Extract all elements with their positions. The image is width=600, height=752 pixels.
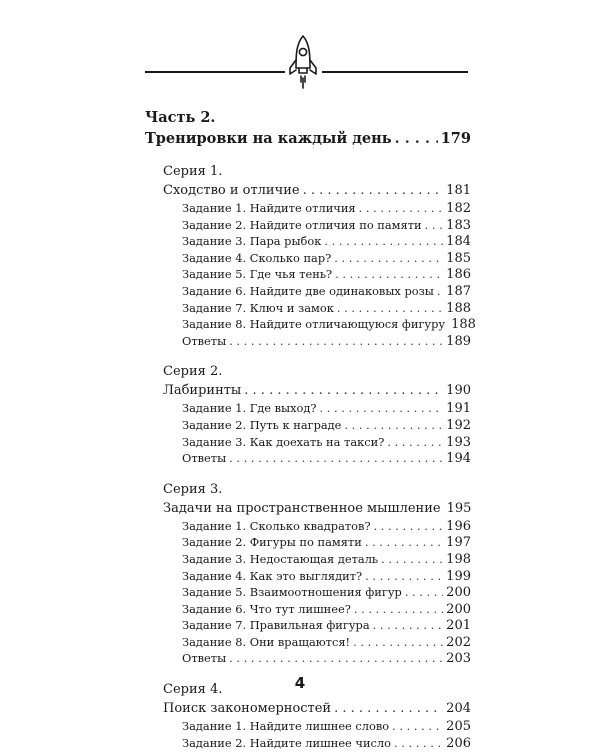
dot-leader bbox=[405, 584, 443, 601]
dot-leader bbox=[353, 634, 443, 651]
dot-leader bbox=[374, 518, 444, 535]
part-page: 179 bbox=[440, 130, 471, 147]
task-entry bbox=[145, 518, 471, 535]
series-label: Серия 3. bbox=[163, 481, 223, 497]
task-entry-page: 188 bbox=[446, 300, 471, 316]
header-rule-right bbox=[322, 71, 468, 73]
task-entry-title: Задание 2. Путь к награде bbox=[182, 417, 342, 432]
section-entry-title: Сходство и отличие bbox=[163, 183, 300, 198]
table-of-contents bbox=[145, 108, 476, 751]
task-entry-page: 199 bbox=[446, 568, 471, 584]
task-entry-title: Задание 3. Пара рыбок bbox=[182, 234, 322, 249]
task-entry-page: 184 bbox=[446, 234, 471, 250]
task-entry-page: 183 bbox=[446, 217, 471, 233]
task-entry-title: Задание 3. Как доехать на такси? bbox=[182, 434, 385, 449]
dot-leader bbox=[381, 551, 443, 568]
task-entry-page: 198 bbox=[446, 551, 471, 567]
task-entry bbox=[145, 266, 471, 283]
task-entry-title: Задание 1. Найдите лишнее слово bbox=[182, 719, 390, 734]
dot-leader bbox=[324, 233, 443, 250]
task-entry-title: Задание 3. Недостающая деталь bbox=[182, 551, 379, 566]
task-entry-page: 206 bbox=[446, 735, 471, 751]
task-entry-page: 194 bbox=[446, 451, 471, 467]
task-entry bbox=[145, 534, 471, 551]
task-entry-title: Задание 4. Сколько пар? bbox=[182, 250, 332, 265]
task-entry-title: Задание 4. Как это выглядит? bbox=[182, 568, 363, 583]
series-group bbox=[145, 362, 471, 466]
task-entry-page: 188 bbox=[451, 317, 476, 333]
task-entry-page: 185 bbox=[446, 250, 471, 266]
task-entry-title: Задание 5. Взаимоотношения фигур bbox=[182, 585, 402, 600]
task-entry-page: 197 bbox=[446, 535, 471, 551]
series-label: Серия 1. bbox=[163, 164, 223, 179]
task-entry bbox=[145, 718, 471, 735]
dot-leader bbox=[394, 735, 443, 752]
task-entry-title: Ответы bbox=[182, 451, 227, 466]
task-entry-page: 192 bbox=[446, 417, 471, 433]
task-entry-page: 202 bbox=[446, 634, 471, 650]
task-entry-title: Задание 2. Найдите лишнее число bbox=[182, 735, 392, 750]
dot-leader bbox=[337, 300, 443, 317]
task-entry-title: Задание 8. Найдите отличающуюся фигуру bbox=[182, 317, 446, 332]
task-entry-page: 193 bbox=[446, 434, 471, 450]
section-entry-page: 181 bbox=[446, 183, 471, 198]
task-entry-title: Задание 5. Где чья тень? bbox=[182, 267, 333, 282]
task-entry-title: Ответы bbox=[182, 651, 227, 666]
part-label: Часть 2. bbox=[145, 109, 216, 126]
dot-leader bbox=[373, 617, 444, 634]
task-entry-title: Задание 1. Где выход? bbox=[182, 401, 317, 416]
section-entry-title: Поиск закономерностей bbox=[163, 701, 332, 717]
task-entry-title: Задание 2. Найдите отличия по памяти bbox=[182, 217, 422, 232]
task-entry bbox=[145, 316, 476, 333]
dot-leader bbox=[303, 181, 444, 200]
task-entry-page: 189 bbox=[446, 333, 471, 349]
series-group bbox=[145, 162, 476, 349]
dot-leader bbox=[320, 400, 444, 417]
task-entry bbox=[145, 300, 471, 317]
task-entry bbox=[145, 283, 471, 300]
task-entry-page: 186 bbox=[446, 267, 471, 283]
task-entry bbox=[145, 200, 471, 217]
section-entry-page: 204 bbox=[446, 701, 471, 717]
task-entry bbox=[145, 568, 471, 585]
task-entry-page: 182 bbox=[446, 201, 471, 216]
task-entry bbox=[145, 233, 471, 250]
dot-leader bbox=[229, 333, 443, 350]
section-entry-page: 190 bbox=[446, 383, 471, 399]
dot-leader bbox=[334, 250, 443, 267]
task-entry bbox=[145, 434, 471, 451]
task-entry-title: Задание 1. Сколько квадратов? bbox=[182, 518, 371, 533]
dot-leader bbox=[229, 650, 443, 667]
dot-leader bbox=[365, 568, 443, 585]
section-entry bbox=[145, 499, 471, 518]
dot-leader bbox=[437, 283, 443, 300]
dot-leader bbox=[365, 534, 443, 551]
dot-leader bbox=[392, 718, 443, 735]
section-entry bbox=[145, 699, 471, 718]
section-entry bbox=[145, 181, 471, 200]
task-entry-page: 200 bbox=[446, 601, 471, 617]
task-entry-title: Задание 8. Они вращаются! bbox=[182, 634, 351, 649]
task-entry bbox=[145, 634, 471, 651]
task-entry bbox=[145, 584, 471, 601]
page-number: 4 bbox=[294, 674, 306, 692]
part-entry bbox=[145, 128, 471, 149]
dot-leader bbox=[395, 128, 438, 149]
task-entry-title: Задание 7. Ключ и замок bbox=[182, 300, 334, 315]
task-entry bbox=[145, 417, 471, 434]
dot-leader bbox=[335, 266, 443, 283]
dot-leader bbox=[359, 200, 444, 217]
task-entry-title: Задание 1. Найдите отличия bbox=[182, 201, 356, 215]
task-entry-page: 201 bbox=[446, 618, 471, 634]
series-list bbox=[145, 162, 476, 751]
task-entry-page: 205 bbox=[446, 719, 471, 735]
task-entry bbox=[145, 250, 471, 267]
task-entry bbox=[145, 217, 471, 234]
task-entry bbox=[145, 650, 471, 667]
section-entry bbox=[145, 381, 471, 400]
dot-leader bbox=[425, 217, 444, 234]
task-entry bbox=[145, 333, 471, 350]
task-entry-title: Задание 6. Найдите две одинаковых розы bbox=[182, 283, 434, 298]
series-group bbox=[145, 480, 471, 667]
task-entry-page: 200 bbox=[446, 585, 471, 601]
part-title: Тренировки на каждый день bbox=[145, 130, 392, 147]
task-entry-title: Задание 6. Что тут лишнее? bbox=[182, 601, 351, 616]
dot-leader bbox=[334, 699, 443, 718]
dot-leader bbox=[229, 450, 443, 467]
task-entry-title: Задание 7. Правильная фигура bbox=[182, 618, 370, 633]
task-entry-page: 191 bbox=[446, 401, 471, 417]
header-rule-left bbox=[145, 71, 285, 73]
dot-leader bbox=[387, 434, 443, 451]
page-header bbox=[0, 0, 600, 110]
task-entry-page: 203 bbox=[446, 651, 471, 667]
task-entry-page: 187 bbox=[446, 283, 471, 299]
task-entry-title: Задание 2. Фигуры по памяти bbox=[182, 535, 362, 550]
task-entry-page: 196 bbox=[446, 518, 471, 534]
dot-leader bbox=[344, 417, 443, 434]
task-entry bbox=[145, 735, 471, 752]
task-entry bbox=[145, 601, 471, 618]
series-label: Серия 4. bbox=[163, 682, 223, 698]
section-entry-page: 195 bbox=[446, 500, 472, 516]
task-entry bbox=[145, 551, 471, 568]
section-entry-title: Лабиринты bbox=[163, 383, 242, 399]
dot-leader bbox=[244, 381, 443, 400]
task-entry bbox=[145, 450, 471, 467]
task-entry-title: Ответы bbox=[182, 333, 227, 348]
task-entry bbox=[145, 400, 471, 417]
series-label: Серия 2. bbox=[163, 364, 223, 380]
task-entry bbox=[145, 617, 471, 634]
dot-leader bbox=[354, 601, 443, 618]
rocket-icon bbox=[287, 34, 319, 92]
section-entry-title: Задачи на пространственное мышление bbox=[163, 500, 441, 516]
